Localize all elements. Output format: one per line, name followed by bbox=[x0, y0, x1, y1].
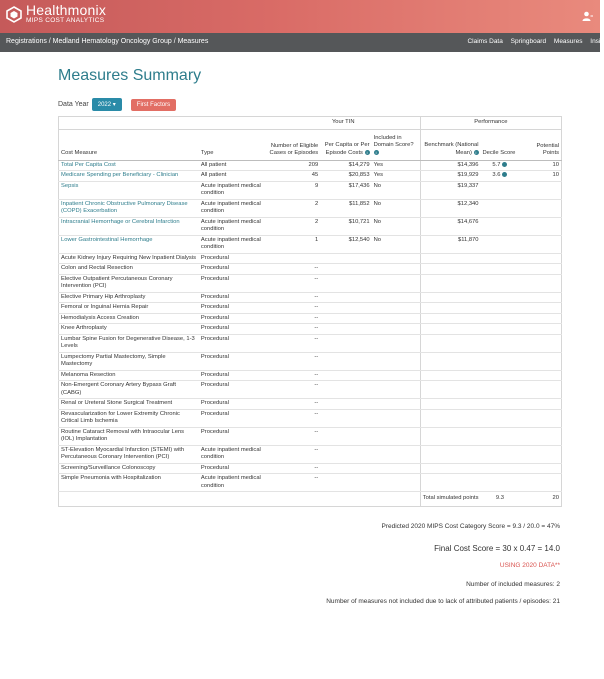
cell-points: 10 bbox=[519, 171, 561, 182]
cell-decile bbox=[481, 235, 520, 253]
cell-points bbox=[519, 445, 561, 463]
cell-included bbox=[372, 381, 421, 399]
nav-bar bbox=[0, 33, 604, 52]
cell-points bbox=[519, 264, 561, 275]
table-row bbox=[59, 370, 562, 381]
table-row bbox=[59, 235, 562, 253]
final-cost-score: Final Cost Score = 30 x 0.47 = 14.0 bbox=[434, 544, 560, 553]
cell-eligible: 1 bbox=[267, 235, 320, 253]
total-label: Total simulated points bbox=[420, 492, 480, 507]
header-eligible: Number of Eligible Cases or Episodes bbox=[267, 129, 320, 160]
cell-points bbox=[519, 253, 561, 264]
cell-type: Procedural bbox=[199, 264, 267, 275]
app-subtitle: MIPS COST ANALYTICS bbox=[26, 17, 105, 24]
cell-measure[interactable]: Sepsis bbox=[59, 181, 199, 199]
cell-cost bbox=[320, 370, 371, 381]
cell-eligible: -- bbox=[267, 324, 320, 335]
cell-benchmark bbox=[420, 274, 480, 292]
page-title: Measures Summary bbox=[58, 67, 202, 84]
cell-included bbox=[372, 427, 421, 445]
table-row bbox=[59, 199, 562, 217]
cell-eligible: -- bbox=[267, 334, 320, 352]
cell-points bbox=[519, 199, 561, 217]
table-row bbox=[59, 463, 562, 474]
cell-decile bbox=[481, 303, 520, 314]
cell-type: Procedural bbox=[199, 352, 267, 370]
header-decile: Decile Score bbox=[481, 129, 520, 160]
cell-benchmark bbox=[420, 381, 480, 399]
cell-decile bbox=[481, 324, 520, 335]
cell-cost bbox=[320, 445, 371, 463]
table-row bbox=[59, 160, 562, 171]
cell-cost bbox=[320, 253, 371, 264]
table-row bbox=[59, 292, 562, 303]
cell-cost: $20,853 bbox=[320, 171, 371, 182]
cell-points bbox=[519, 334, 561, 352]
cell-included bbox=[372, 399, 421, 410]
table-row bbox=[59, 474, 562, 492]
cell-decile bbox=[481, 313, 520, 324]
cell-eligible: 2 bbox=[267, 199, 320, 217]
cell-benchmark bbox=[420, 292, 480, 303]
cell-benchmark: $19,337 bbox=[420, 181, 480, 199]
cell-included bbox=[372, 313, 421, 324]
cell-benchmark: $14,676 bbox=[420, 217, 480, 235]
group-your-tin: Your TIN bbox=[267, 117, 421, 130]
cell-decile bbox=[481, 181, 520, 199]
cell-cost: $11,852 bbox=[320, 199, 371, 217]
cell-measure: ST-Elevation Myocardial Infarction (STEMI) with Percutaneous Coronary Intervention (PCI) bbox=[59, 445, 199, 463]
cell-measure: Non-Emergent Coronary Artery Bypass Graft (CABG) bbox=[59, 381, 199, 399]
cell-cost bbox=[320, 313, 371, 324]
cell-decile bbox=[481, 381, 520, 399]
cell-type: Acute inpatient medical condition bbox=[199, 181, 267, 199]
not-included-measures-count: Number of measures not included due to lack of attributed patients / episodes: 21 bbox=[326, 598, 560, 605]
cell-cost bbox=[320, 427, 371, 445]
cell-measure: Routine Cataract Removal with Intraocular Lens (IOL) Implantation bbox=[59, 427, 199, 445]
cell-cost bbox=[320, 324, 371, 335]
cell-decile bbox=[481, 292, 520, 303]
data-year-row bbox=[58, 98, 176, 111]
cell-measure: Revascularization for Lower Extremity Chronic Critical Limb Ischemia bbox=[59, 409, 199, 427]
cell-included bbox=[372, 334, 421, 352]
table-row bbox=[59, 324, 562, 335]
cell-benchmark: $11,870 bbox=[420, 235, 480, 253]
cell-measure: Acute Kidney Injury Requiring New Inpatient Dialysis bbox=[59, 253, 199, 264]
breadcrumb[interactable]: Registrations / Medland Hematology Oncology Group / Measures bbox=[6, 38, 209, 45]
cell-decile bbox=[481, 463, 520, 474]
cell-cost bbox=[320, 399, 371, 410]
cell-benchmark bbox=[420, 253, 480, 264]
table-row bbox=[59, 181, 562, 199]
decile-indicator-icon bbox=[502, 162, 507, 167]
cell-eligible: -- bbox=[267, 445, 320, 463]
cell-type: Procedural bbox=[199, 274, 267, 292]
cell-benchmark bbox=[420, 264, 480, 275]
cell-points bbox=[519, 313, 561, 324]
cell-included bbox=[372, 274, 421, 292]
header-cost-measure: Cost Measure bbox=[59, 129, 199, 160]
cell-type: Procedural bbox=[199, 463, 267, 474]
group-performance: Performance bbox=[420, 117, 561, 130]
cell-measure[interactable]: Total Per Capita Cost bbox=[59, 160, 199, 171]
cell-benchmark bbox=[420, 445, 480, 463]
cell-benchmark bbox=[420, 334, 480, 352]
cell-eligible: 209 bbox=[267, 160, 320, 171]
cell-eligible: -- bbox=[267, 381, 320, 399]
cell-type: Procedural bbox=[199, 427, 267, 445]
table-row bbox=[59, 313, 562, 324]
cell-eligible: 9 bbox=[267, 181, 320, 199]
table-row bbox=[59, 381, 562, 399]
cell-points bbox=[519, 274, 561, 292]
cell-points bbox=[519, 181, 561, 199]
cell-cost bbox=[320, 292, 371, 303]
table-row bbox=[59, 399, 562, 410]
header-benchmark: Benchmark (National Mean) i bbox=[420, 129, 480, 160]
cell-decile bbox=[481, 427, 520, 445]
header-per-capita: Per Capita or Per Episode Costs i bbox=[320, 129, 371, 160]
cell-measure: Lumpectomy Partial Mastectomy, Simple Mastectomy bbox=[59, 352, 199, 370]
cell-points bbox=[519, 463, 561, 474]
cell-cost: $10,721 bbox=[320, 217, 371, 235]
cell-type: Procedural bbox=[199, 381, 267, 399]
cell-eligible: 45 bbox=[267, 171, 320, 182]
cell-included: Yes bbox=[372, 171, 421, 182]
cell-decile bbox=[481, 399, 520, 410]
cell-points: 10 bbox=[519, 160, 561, 171]
cell-cost: $14,279 bbox=[320, 160, 371, 171]
cell-points bbox=[519, 427, 561, 445]
cell-measure: Lumbar Spine Fusion for Degenerative Disease, 1-3 Levels bbox=[59, 334, 199, 352]
table-row bbox=[59, 264, 562, 275]
cell-benchmark bbox=[420, 409, 480, 427]
cell-measure[interactable]: Inpatient Chronic Obstructive Pulmonary Disease (COPD) Exacerbation bbox=[59, 199, 199, 217]
cell-eligible: -- bbox=[267, 264, 320, 275]
nav-link-springboard[interactable]: Springboard bbox=[510, 38, 547, 45]
cell-decile bbox=[481, 474, 520, 492]
cell-benchmark bbox=[420, 303, 480, 314]
cell-type: Acute inpatient medical condition bbox=[199, 199, 267, 217]
cell-measure: Colon and Rectal Resection bbox=[59, 264, 199, 275]
cell-included bbox=[372, 352, 421, 370]
app-logo[interactable] bbox=[6, 4, 106, 25]
table-row bbox=[59, 253, 562, 264]
cell-benchmark bbox=[420, 399, 480, 410]
cell-type: Procedural bbox=[199, 292, 267, 303]
cell-type: Procedural bbox=[199, 303, 267, 314]
data-year-label: Data Year bbox=[58, 101, 89, 108]
cell-measure: Simple Pneumonia with Hospitalization bbox=[59, 474, 199, 492]
total-decile: 9.3 bbox=[495, 495, 504, 502]
cell-decile bbox=[481, 352, 520, 370]
cell-eligible: -- bbox=[267, 274, 320, 292]
cell-decile bbox=[481, 199, 520, 217]
cell-points bbox=[519, 235, 561, 253]
cell-type: Procedural bbox=[199, 253, 267, 264]
top-header bbox=[0, 0, 600, 33]
cell-eligible: -- bbox=[267, 370, 320, 381]
cell-included bbox=[372, 292, 421, 303]
cell-cost: $17,436 bbox=[320, 181, 371, 199]
cell-measure[interactable]: Intracranial Hemorrhage or Cerebral Infarction bbox=[59, 217, 199, 235]
cell-eligible: -- bbox=[267, 463, 320, 474]
data-year-value: 2022 bbox=[97, 102, 112, 108]
cell-cost bbox=[320, 463, 371, 474]
cell-type: All patient bbox=[199, 171, 267, 182]
table-row bbox=[59, 334, 562, 352]
cell-included bbox=[372, 409, 421, 427]
using-data-note: USING 2020 DATA** bbox=[499, 562, 560, 569]
cell-eligible bbox=[267, 253, 320, 264]
included-measures-count: Number of included measures: 2 bbox=[466, 581, 560, 588]
total-row bbox=[59, 492, 562, 507]
nav-link-measures[interactable]: Measures bbox=[553, 38, 583, 45]
cell-decile bbox=[481, 274, 520, 292]
cell-benchmark bbox=[420, 313, 480, 324]
decile-indicator-icon bbox=[502, 172, 507, 177]
cell-type: Procedural bbox=[199, 399, 267, 410]
cell-measure[interactable]: Medicare Spending per Beneficiary - Clinician bbox=[59, 171, 199, 182]
cell-eligible: -- bbox=[267, 303, 320, 314]
cell-benchmark: $12,340 bbox=[420, 199, 480, 217]
cell-measure: Renal or Ureteral Stone Surgical Treatment bbox=[59, 399, 199, 410]
cell-eligible: -- bbox=[267, 399, 320, 410]
cell-type: Procedural bbox=[199, 334, 267, 352]
cell-eligible: -- bbox=[267, 474, 320, 492]
cell-points bbox=[519, 352, 561, 370]
info-icon[interactable]: i bbox=[374, 150, 379, 155]
table-row bbox=[59, 409, 562, 427]
cell-type: Procedural bbox=[199, 409, 267, 427]
predicted-score: Predicted 2020 MIPS Cost Category Score = 9.3 / 20.0 = 47% bbox=[381, 523, 560, 530]
cell-measure[interactable]: Lower Gastrointestinal Hemorrhage bbox=[59, 235, 199, 253]
table-row bbox=[59, 352, 562, 370]
cell-type: Acute inpatient medical condition bbox=[199, 235, 267, 253]
cell-eligible: -- bbox=[267, 292, 320, 303]
cell-type: All patient bbox=[199, 160, 267, 171]
cell-benchmark bbox=[420, 427, 480, 445]
cell-type: Acute inpatient medical condition bbox=[199, 217, 267, 235]
cell-benchmark: $19,929 bbox=[420, 171, 480, 182]
healthmonix-logo-icon bbox=[6, 6, 22, 23]
cell-measure: Elective Primary Hip Arthroplasty bbox=[59, 292, 199, 303]
cell-included: No bbox=[372, 217, 421, 235]
header-included: Included in Domain Score? i bbox=[372, 129, 421, 160]
cell-eligible: -- bbox=[267, 352, 320, 370]
cell-points bbox=[519, 399, 561, 410]
cell-points bbox=[519, 381, 561, 399]
cell-decile bbox=[481, 445, 520, 463]
cell-cost bbox=[320, 474, 371, 492]
nav-links bbox=[461, 38, 604, 45]
table-row bbox=[59, 171, 562, 182]
cell-measure: Elective Outpatient Percutaneous Coronary Intervention (PCI) bbox=[59, 274, 199, 292]
data-year-dropdown[interactable] bbox=[92, 98, 122, 111]
cell-included bbox=[372, 474, 421, 492]
cell-points bbox=[519, 474, 561, 492]
header-potential: Potential Points bbox=[519, 129, 561, 160]
cell-included bbox=[372, 370, 421, 381]
cell-type: Acute inpatient medical condition bbox=[199, 474, 267, 492]
table-row bbox=[59, 427, 562, 445]
cell-cost bbox=[320, 409, 371, 427]
cell-benchmark bbox=[420, 352, 480, 370]
cell-included bbox=[372, 324, 421, 335]
cell-included bbox=[372, 463, 421, 474]
cell-type: Acute inpatient medical condition bbox=[199, 445, 267, 463]
table-row bbox=[59, 445, 562, 463]
cell-measure: Melanoma Resection bbox=[59, 370, 199, 381]
cell-benchmark bbox=[420, 370, 480, 381]
cell-included: No bbox=[372, 181, 421, 199]
cell-cost bbox=[320, 303, 371, 314]
cell-cost: $12,540 bbox=[320, 235, 371, 253]
cell-included bbox=[372, 264, 421, 275]
cell-decile bbox=[481, 217, 520, 235]
cell-measure: Knee Arthroplasty bbox=[59, 324, 199, 335]
cell-cost bbox=[320, 334, 371, 352]
cell-type: Procedural bbox=[199, 324, 267, 335]
cell-cost bbox=[320, 352, 371, 370]
nav-link-claims-data[interactable]: Claims Data bbox=[467, 38, 503, 45]
cell-decile: 5.7 bbox=[481, 160, 520, 171]
cell-included bbox=[372, 303, 421, 314]
app-name: Healthmonix bbox=[26, 2, 107, 18]
caret-down-icon: ▾ bbox=[112, 102, 116, 108]
table-row bbox=[59, 303, 562, 314]
cell-benchmark bbox=[420, 324, 480, 335]
cell-decile bbox=[481, 409, 520, 427]
cell-points bbox=[519, 370, 561, 381]
cell-eligible: -- bbox=[267, 409, 320, 427]
header-type: Type bbox=[199, 129, 267, 160]
cell-eligible: -- bbox=[267, 313, 320, 324]
cell-cost bbox=[320, 274, 371, 292]
cell-eligible: 2 bbox=[267, 217, 320, 235]
cell-points bbox=[519, 324, 561, 335]
cell-included bbox=[372, 445, 421, 463]
cell-benchmark: $14,396 bbox=[420, 160, 480, 171]
cell-included: Yes bbox=[372, 160, 421, 171]
cell-decile bbox=[481, 334, 520, 352]
cell-measure: Hemodialysis Access Creation bbox=[59, 313, 199, 324]
cell-decile bbox=[481, 253, 520, 264]
info-icon[interactable]: i bbox=[474, 150, 479, 155]
cell-decile: 3.6 bbox=[481, 171, 520, 182]
cell-included: No bbox=[372, 235, 421, 253]
table-row bbox=[59, 274, 562, 292]
cell-measure: Femoral or Inguinal Hernia Repair bbox=[59, 303, 199, 314]
cell-included bbox=[372, 253, 421, 264]
cell-cost bbox=[320, 264, 371, 275]
cell-benchmark bbox=[420, 474, 480, 492]
cell-points bbox=[519, 409, 561, 427]
info-icon[interactable]: i bbox=[365, 150, 370, 155]
cell-type: Procedural bbox=[199, 370, 267, 381]
total-points: 20 bbox=[552, 495, 559, 502]
nav-link-insights[interactable]: Insig bbox=[590, 38, 604, 45]
cell-points bbox=[519, 217, 561, 235]
cell-decile bbox=[481, 264, 520, 275]
cell-points bbox=[519, 292, 561, 303]
cell-eligible: -- bbox=[267, 427, 320, 445]
measures-table bbox=[58, 116, 562, 507]
cell-points bbox=[519, 303, 561, 314]
cell-included: No bbox=[372, 199, 421, 217]
cell-benchmark bbox=[420, 463, 480, 474]
cell-type: Procedural bbox=[199, 313, 267, 324]
first-factors-button[interactable]: First Factors bbox=[131, 99, 176, 111]
cell-cost bbox=[320, 381, 371, 399]
table-row bbox=[59, 217, 562, 235]
user-icon[interactable] bbox=[582, 11, 593, 21]
cell-measure: Screening/Surveillance Colonoscopy bbox=[59, 463, 199, 474]
cell-decile bbox=[481, 370, 520, 381]
